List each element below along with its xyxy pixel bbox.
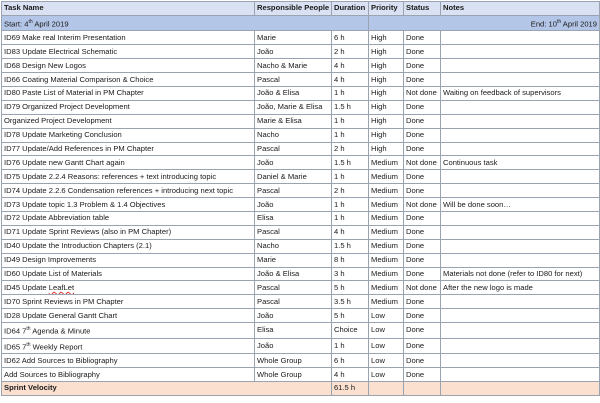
duration-cell: 2 h (332, 184, 369, 198)
priority-cell: High (369, 100, 404, 114)
status-cell: Not done (404, 86, 441, 100)
priority-cell: Low (369, 309, 404, 323)
duration-cell: 1.5 h (332, 100, 369, 114)
column-header-priority: Priority (369, 2, 404, 16)
table-header-row (2, 2, 600, 16)
status-cell: Done (404, 45, 441, 59)
task-name-cell: ID70 Sprint Reviews in PM Chapter (2, 295, 255, 309)
priority-cell: High (369, 128, 404, 142)
duration-cell: 2 h (332, 142, 369, 156)
notes-cell (441, 73, 600, 87)
table-row (2, 323, 600, 339)
notes-cell (441, 225, 600, 239)
status-cell: Done (404, 295, 441, 309)
priority-cell: Medium (369, 225, 404, 239)
sprint-end-date: End: 10th April 2019 (369, 15, 600, 31)
priority-cell: Medium (369, 267, 404, 281)
status-cell: Done (404, 309, 441, 323)
duration-cell: 1 h (332, 128, 369, 142)
table-row (2, 156, 600, 170)
column-header-status: Status (404, 2, 441, 16)
duration-cell: 8 h (332, 253, 369, 267)
table-row (2, 281, 600, 295)
priority-cell: Low (369, 323, 404, 339)
sprint-velocity-value: 61.5 h (332, 381, 369, 395)
duration-cell: 4 h (332, 225, 369, 239)
task-name-cell: ID78 Update Marketing Conclusion (2, 128, 255, 142)
status-cell: Done (404, 338, 441, 354)
task-name-cell: ID71 Update Sprint Reviews (also in PM Chapter) (2, 225, 255, 239)
notes-cell: Will be done soon… (441, 198, 600, 212)
responsible-people-cell: Daniel & Marie (255, 170, 332, 184)
notes-cell (441, 368, 600, 382)
status-cell: Done (404, 225, 441, 239)
duration-cell: 3 h (332, 267, 369, 281)
table-row (2, 59, 600, 73)
duration-cell: 3.5 h (332, 295, 369, 309)
table-row (2, 170, 600, 184)
duration-cell: 1 h (332, 212, 369, 226)
status-cell: Done (404, 31, 441, 45)
sprint-dates-row (2, 15, 600, 31)
table-row (2, 100, 600, 114)
duration-cell: 2 h (332, 45, 369, 59)
priority-cell: Medium (369, 198, 404, 212)
notes-cell (441, 184, 600, 198)
notes-cell (441, 45, 600, 59)
status-cell: Done (404, 100, 441, 114)
task-name-cell: Organized Project Development (2, 114, 255, 128)
task-name-cell: ID72 Update Abbreviation table (2, 212, 255, 226)
responsible-people-cell: Elisa (255, 212, 332, 226)
task-name-cell: ID45 Update LeafLet (2, 281, 255, 295)
status-cell: Not done (404, 281, 441, 295)
duration-cell: 1 h (332, 198, 369, 212)
task-name-cell: Add Sources to Bibliography (2, 368, 255, 382)
responsible-people-cell: Nacho & Marie (255, 59, 332, 73)
spellcheck-flagged-word: LeafLet (48, 282, 75, 292)
notes-cell (441, 212, 600, 226)
priority-cell: Medium (369, 295, 404, 309)
responsible-people-cell: Marie & Elisa (255, 114, 332, 128)
task-name-cell: ID40 Update the Introduction Chapters (2.1) (2, 239, 255, 253)
notes-cell (441, 114, 600, 128)
task-name-cell: ID28 Update General Gantt Chart (2, 309, 255, 323)
duration-cell: 6 h (332, 354, 369, 368)
status-cell: Done (404, 142, 441, 156)
velocity-empty-cell (441, 381, 600, 395)
priority-cell: Low (369, 368, 404, 382)
task-name-cell: ID80 Paste List of Material in PM Chapter (2, 86, 255, 100)
priority-cell: Low (369, 338, 404, 354)
task-name-cell: ID76 Update new Gantt Chart again (2, 156, 255, 170)
table-row (2, 354, 600, 368)
priority-cell: High (369, 114, 404, 128)
sprint-start-date: Start: 4th April 2019 (2, 15, 369, 31)
priority-cell: Medium (369, 253, 404, 267)
notes-cell: Continuous task (441, 156, 600, 170)
column-header-notes: Notes (441, 2, 600, 16)
priority-cell: Medium (369, 184, 404, 198)
status-cell: Done (404, 267, 441, 281)
task-name-cell: ID69 Make real Interim Presentation (2, 31, 255, 45)
column-header-people: Responsible People (255, 2, 332, 16)
priority-cell: High (369, 142, 404, 156)
responsible-people-cell: Whole Group (255, 368, 332, 382)
duration-cell: Choice (332, 323, 369, 339)
table-row (2, 73, 600, 87)
velocity-empty-cell (369, 381, 404, 395)
notes-cell (441, 239, 600, 253)
responsible-people-cell: João (255, 156, 332, 170)
duration-cell: 5 h (332, 309, 369, 323)
notes-cell (441, 59, 600, 73)
table-row (2, 212, 600, 226)
task-name-cell: ID74 Update 2.2.6 Condensation references + introducing next topic (2, 184, 255, 198)
duration-cell: 1.5 h (332, 156, 369, 170)
status-cell: Done (404, 253, 441, 267)
sprint-backlog-table (1, 1, 600, 396)
column-header-task: Task Name (2, 2, 255, 16)
table-row (2, 239, 600, 253)
table-row (2, 368, 600, 382)
table-row (2, 198, 600, 212)
status-cell: Done (404, 323, 441, 339)
responsible-people-cell: Marie (255, 253, 332, 267)
status-cell: Done (404, 184, 441, 198)
table-row (2, 114, 600, 128)
task-name-cell: ID73 Update topic 1.3 Problem & 1.4 Objectives (2, 198, 255, 212)
table-row (2, 338, 600, 354)
notes-cell (441, 128, 600, 142)
responsible-people-cell: João (255, 198, 332, 212)
task-name-cell: ID64 7th Agenda & Minute (2, 323, 255, 339)
responsible-people-cell: João (255, 338, 332, 354)
notes-cell (441, 253, 600, 267)
notes-cell (441, 31, 600, 45)
status-cell: Done (404, 354, 441, 368)
priority-cell: High (369, 59, 404, 73)
notes-cell (441, 338, 600, 354)
responsible-people-cell: Marie (255, 31, 332, 45)
notes-cell (441, 170, 600, 184)
priority-cell: High (369, 86, 404, 100)
task-name-cell: ID66 Coating Material Comparison & Choice (2, 73, 255, 87)
priority-cell: Low (369, 354, 404, 368)
task-name-cell: ID75 Update 2.2.4 Reasons: references + text introducing topic (2, 170, 255, 184)
duration-cell: 4 h (332, 73, 369, 87)
sprint-backlog-document (1, 1, 599, 396)
duration-cell: 1 h (332, 338, 369, 354)
priority-cell: Medium (369, 239, 404, 253)
table-row (2, 295, 600, 309)
duration-cell: 1 h (332, 86, 369, 100)
notes-cell (441, 354, 600, 368)
notes-cell (441, 309, 600, 323)
responsible-people-cell: João, Marie & Elisa (255, 100, 332, 114)
table-row (2, 142, 600, 156)
priority-cell: Medium (369, 281, 404, 295)
notes-cell: After the new logo is made (441, 281, 600, 295)
status-cell: Done (404, 114, 441, 128)
notes-cell (441, 323, 600, 339)
task-name-cell: ID83 Update Electrical Schematic (2, 45, 255, 59)
table-row (2, 128, 600, 142)
responsible-people-cell: Pascal (255, 142, 332, 156)
responsible-people-cell: Pascal (255, 184, 332, 198)
duration-cell: 4 h (332, 368, 369, 382)
responsible-people-cell: Pascal (255, 281, 332, 295)
duration-cell: 1.5 h (332, 239, 369, 253)
table-row (2, 225, 600, 239)
responsible-people-cell: João & Elisa (255, 267, 332, 281)
status-cell: Done (404, 73, 441, 87)
column-header-duration: Duration (332, 2, 369, 16)
duration-cell: 4 h (332, 59, 369, 73)
responsible-people-cell: Nacho (255, 239, 332, 253)
responsible-people-cell: Elisa (255, 323, 332, 339)
velocity-empty-cell (404, 381, 441, 395)
priority-cell: Medium (369, 156, 404, 170)
status-cell: Not done (404, 198, 441, 212)
priority-cell: High (369, 45, 404, 59)
notes-cell (441, 142, 600, 156)
table-row (2, 31, 600, 45)
task-name-cell: ID60 Update List of Materials (2, 267, 255, 281)
table-row (2, 267, 600, 281)
status-cell: Done (404, 368, 441, 382)
status-cell: Done (404, 239, 441, 253)
responsible-people-cell: João (255, 45, 332, 59)
task-name-cell: ID62 Add Sources to Bibliography (2, 354, 255, 368)
status-cell: Done (404, 128, 441, 142)
notes-cell (441, 295, 600, 309)
notes-cell: Materials not done (refer to ID80 for next) (441, 267, 600, 281)
priority-cell: High (369, 73, 404, 87)
table-row (2, 45, 600, 59)
task-name-cell: ID77 Update/Add References in PM Chapter (2, 142, 255, 156)
sprint-velocity-label: Sprint Velocity (2, 381, 332, 395)
task-name-cell: ID65 7th Weekly Report (2, 338, 255, 354)
responsible-people-cell: João (255, 309, 332, 323)
responsible-people-cell: Pascal (255, 295, 332, 309)
responsible-people-cell: João & Elisa (255, 86, 332, 100)
status-cell: Done (404, 59, 441, 73)
task-list (2, 31, 600, 382)
responsible-people-cell: Nacho (255, 128, 332, 142)
priority-cell: High (369, 31, 404, 45)
notes-cell (441, 100, 600, 114)
status-cell: Not done (404, 156, 441, 170)
sprint-velocity-row (2, 381, 600, 395)
duration-cell: 1 h (332, 170, 369, 184)
task-name-cell: ID68 Design New Logos (2, 59, 255, 73)
responsible-people-cell: Pascal (255, 73, 332, 87)
priority-cell: Medium (369, 170, 404, 184)
table-row (2, 184, 600, 198)
table-row (2, 86, 600, 100)
priority-cell: Medium (369, 212, 404, 226)
task-name-cell: ID49 Design Improvements (2, 253, 255, 267)
duration-cell: 1 h (332, 114, 369, 128)
notes-cell: Waiting on feedback of supervisors (441, 86, 600, 100)
task-name-cell: ID79 Organized Project Development (2, 100, 255, 114)
status-cell: Done (404, 212, 441, 226)
table-row (2, 253, 600, 267)
status-cell: Done (404, 170, 441, 184)
responsible-people-cell: Pascal (255, 225, 332, 239)
responsible-people-cell: Whole Group (255, 354, 332, 368)
duration-cell: 5 h (332, 281, 369, 295)
table-row (2, 309, 600, 323)
duration-cell: 6 h (332, 31, 369, 45)
